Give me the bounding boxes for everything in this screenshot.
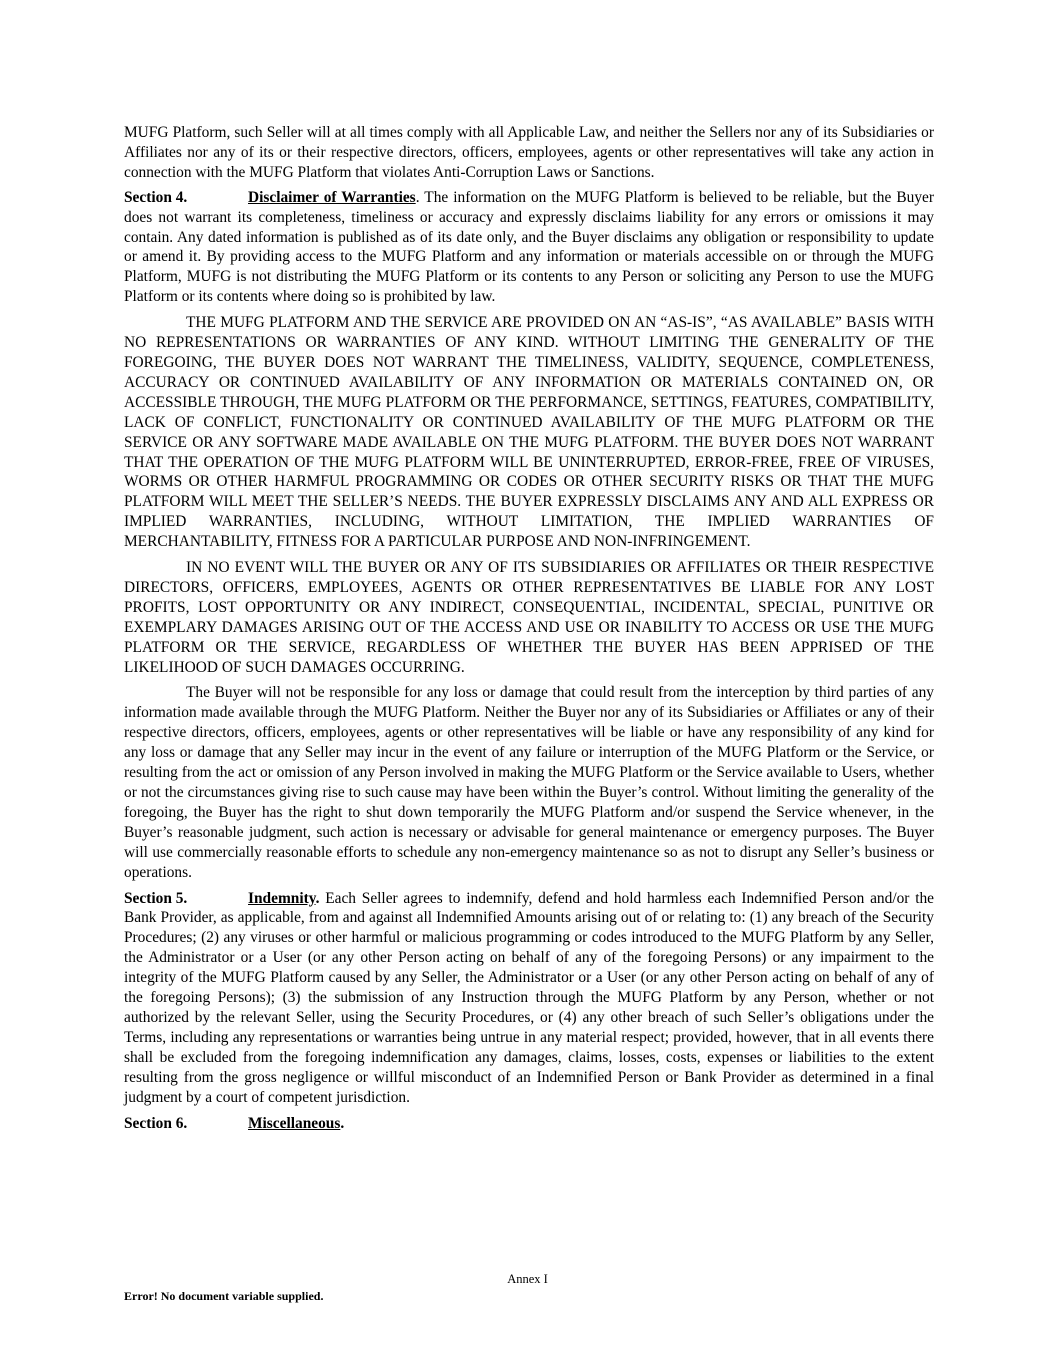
section-6-title: Miscellaneous — [248, 1114, 341, 1132]
footer-annex-label: Annex I — [507, 1272, 548, 1286]
section-6-number: Section 6. — [124, 1114, 188, 1132]
section-5-title: Indemnity — [248, 889, 316, 907]
section-5-number: Section 5. — [124, 889, 188, 907]
document-page — [124, 123, 934, 1139]
buyer-responsibility-paragraph: The Buyer will not be responsible for any loss or damage that could result from the interception by third parties of any information made available through the MUFG Platform. Neither the Buyer nor any of its Subsidiaries or Affiliates or any of their respective directors, officers, employees, agents or other representatives will be liable or have any responsibility of any kind for any loss or damage that any Seller may incur in the event of any failure or interruption of the MUFG Platform or the Service, or resulting from the act or omission of any Person involved in making the MUFG Platform or the Service available to Users, whether or not the circumstances giving rise to such cause may have been within the Buyer’s control. Without limiting the generality of the foregoing, the Buyer has the right to shut down temporarily the MUFG Platform and/or suspend the Service whenever, in the Buyer’s reasonable judgment, such action is necessary or advisable for general maintenance or emergency purposes. The Buyer will use commercially reasonable efforts to schedule any non-emergency maintenance so as not to disrupt any Seller’s business or operations. — [124, 684, 934, 881]
section-4-number: Section 4. — [124, 188, 188, 206]
section-6-paragraph — [124, 1114, 934, 1134]
section-5-paragraph — [124, 889, 934, 1108]
section-6-title-suffix: . — [340, 1114, 345, 1132]
intro-paragraph: MUFG Platform, such Seller will at all times comply with all Applicable Law, and neither the Sellers nor any of its Subsidiaries or Affiliates nor any of its or their respective directors, officers, employees, agents or other representatives will take any action in connection with the MUFG Platform that violates Anti-Corruption Laws or Sanctions. — [124, 124, 934, 181]
section-4-title: Disclaimer of Warranties — [248, 188, 416, 206]
footer-error-text: Error! No document variable supplied. — [124, 1289, 324, 1303]
as-is-paragraph: THE MUFG PLATFORM AND THE SERVICE ARE PROVIDED ON AN “AS-IS”, “AS AVAILABLE” BASIS WITH NO REPRESENTATIONS OR WARRANTIES OF ANY KIND. WITHOUT LIMITING THE GENERALITY OF THE FOREGOING, THE BUYER DOES NOT WARRANT THE TIMELINESS, VALIDITY, SEQUENCE, COMPLETENESS, ACCURACY OR CONTINUED AVAILABILITY OF ANY INFORMATION OR MATERIALS CONTAINED ON, OR ACCESSIBLE THROUGH, THE MUFG PLATFORM OR THE PERFORMANCE, SETTINGS, FEATURES, COMPATIBILITY, LACK OF CONFLICT, FUNCTIONALITY OR CONTINUED AVAILABILITY OF THE MUFG PLATFORM OR THE SERVICE OR ANY SOFTWARE MADE AVAILABLE ON THE MUFG PLATFORM. THE BUYER DOES NOT WARRANT THAT THE OPERATION OF THE MUFG PLATFORM WILL BE UNINTERRUPTED, ERROR-FREE, FREE OF VIRUSES, WORMS OR OTHER HARMFUL PROGRAMMING OR CODES OR OTHER SECURITY RISKS OR THAT THE MUFG PLATFORM WILL MEET THE SELLER’S NEEDS. THE BUYER EXPRESSLY DISCLAIMS ANY AND ALL EXPRESS OR IMPLIED WARRANTIES, INCLUDING, WITHOUT LIMITATION, THE IMPLIED WARRANTIES OF MERCHANTABILITY, FITNESS FOR A PARTICULAR PURPOSE AND NON-INFRINGEMENT. — [124, 314, 934, 551]
no-event-paragraph: IN NO EVENT WILL THE BUYER OR ANY OF ITS SUBSIDIARIES OR AFFILIATES OR THEIR RESPECTIVE DIRECTORS, OFFICERS, EMPLOYEES, AGENTS OR OTHER REPRESENTATIVES BE LIABLE FOR ANY LOST PROFITS, LOST OPPORTUNITY OR ANY INDIRECT, CONSEQUENTIAL, INCIDENTAL, SPECIAL, PUNITIVE OR EXEMPLARY DAMAGES ARISING OUT OF THE ACCESS AND USE OR INABILITY TO ACCESS OR USE THE MUFG PLATFORM OR THE SERVICE, REGARDLESS OF WHETHER THE BUYER HAS BEEN APPRISED OF THE LIKELIHOOD OF SUCH DAMAGES OCCURRING. — [124, 559, 934, 676]
section-5-text: Each Seller agrees to indemnify, defend and hold harmless each Indemnified Person and/or the Bank Provider, as applicable, from and against all Indemnified Amounts arising out of or relating to: (1) any breach of the Security Procedures; (2) any viruses or other harmful or malicious programming or codes introduced to the MUFG Platform by any Seller, the Administrator or a User (or any other Person acting on behalf of any of the foregoing Persons) or any impairment to the integrity of the MUFG Platform caused by any Seller, the Administrator or a User (or any other Person acting on behalf of any of the foregoing Persons); (3) the submission of any Instruction through the MUFG Platform by any Person, whether or not authorized by the relevant Seller, using the Security Procedures, or (4) any other breach of such Seller’s obligations under the Terms, including any representations or warranties being untrue in any material respect; provided, however, that in all events there shall be excluded from the foregoing indemnification any damages, claims, losses, costs, expenses or liabilities to the extent resulting from the gross negligence or willful misconduct of an Indemnified Person or Bank Provider as determined in a final judgment by a court of competent jurisdiction. — [124, 889, 934, 1106]
section-5-title-suffix: . — [315, 889, 320, 907]
section-4-text: . The information on the MUFG Platform is believed to be reliable, but the Buyer does not warrant its completeness, timeliness or accuracy and expressly disclaims liability for any errors or omissions it may contain. Any dated information is published as of its date only, and the Buyer disclaims any obligation or responsibility to update or amend it. By providing access to the MUFG Platform and any information or materials accessible on or through the MUFG Platform, MUFG is not distributing the MUFG Platform or its contents to any Person or soliciting any Person to use the MUFG Platform or its contents where doing so is prohibited by law. — [124, 188, 934, 306]
section-4-paragraph — [124, 188, 934, 307]
